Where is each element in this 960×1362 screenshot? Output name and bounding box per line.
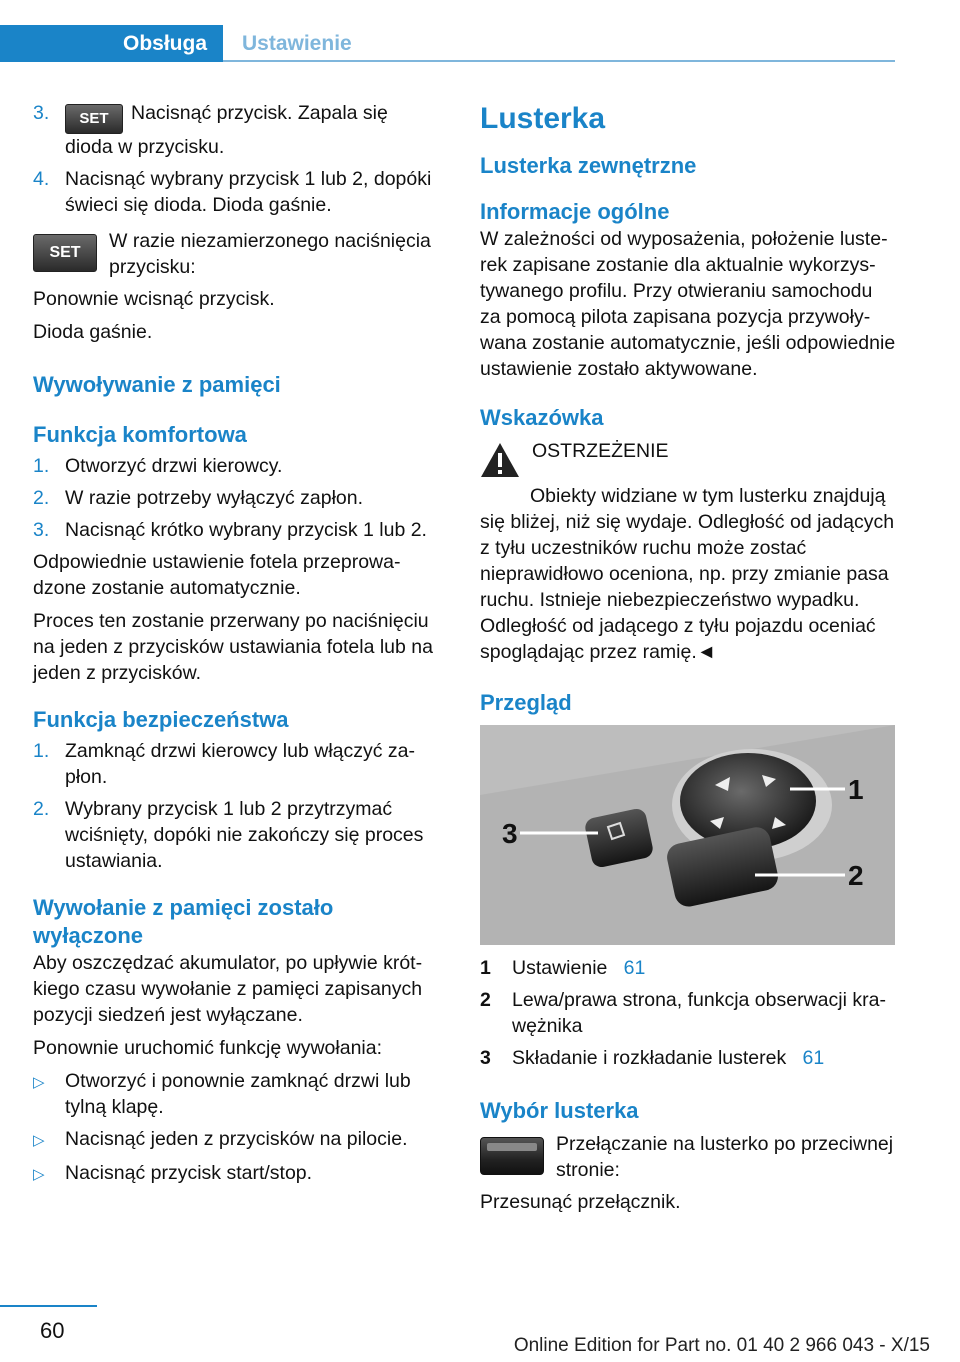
legend-number: 3 [480,1047,491,1069]
legend-text: Składanie i rozkładanie lusterek [512,1047,787,1069]
subsection-heading: Funkcja bezpieczeństwa [33,707,289,732]
item-number: 2. [33,798,50,820]
subsection-heading: Wskazówka [480,405,604,430]
bullet-item [33,1126,438,1154]
subsection-heading: Wywołanie z pamięci zostało wyłączone [33,895,334,948]
paragraph: Przesunąć przełącznik. [480,1191,681,1213]
legend-number: 2 [480,989,491,1011]
list-item [33,517,438,543]
tab-divider [223,60,895,62]
subsection-heading: Funkcja komfortowa [33,422,247,447]
item-number: 2. [33,487,50,509]
legend-text: Ustawienie [512,957,608,979]
legend-number: 1 [480,957,491,979]
select-text: Przełączanie na lusterko po przeciwnej stronie: [556,1133,894,1181]
legend-item [480,1045,896,1071]
paragraph: Ponownie wcisnąć przycisk. [33,288,275,310]
list-item [33,166,438,218]
warning-title: OSTRZEŻENIE [532,440,669,462]
footer-rule [0,1305,97,1307]
paragraph: Dioda gaśnie. [33,321,153,343]
list-item [33,453,438,479]
bullet-icon: ▷ [33,1166,45,1183]
item-text: W razie potrzeby wyłączyć zapłon. [65,487,364,509]
right-column [480,100,896,1222]
warning-text: Obiekty widziane w tym lusterku znajdują się bliżej, niż się wydaje. Odległość od jadących z tyłu uczestników ruchu może zostać nieprawidłowo oceniona, np. przy zmianie pasa ruchu. Istnieje niebezpieczeństwo wypadku. Odległość od jadącego z tyłu pojazdu oceniać spoglądając przez ramię.◄ [480,485,895,663]
note-text: W razie niezamierzonego naciśnięcia przycisku: [109,230,431,278]
item-text: Otworzyć drzwi kierowcy. [65,455,283,477]
item-text: Wybrany przycisk 1 lub 2 przytrzymać wciśnięty, dopóki nie zakończy się proces ustawiania. [65,798,424,872]
bullet-icon: ▷ [33,1074,45,1091]
list-item [33,738,438,790]
item-number: 3. [33,519,50,541]
item-text: Zamknąć drzwi kierowcy lub włączyć zapłon. [65,740,416,788]
chapter-heading: Lusterka [480,102,606,135]
select-row [480,1131,896,1183]
item-text: Nacisnąć przycisk. Zapala się dioda w przycisku. [65,102,388,158]
bullet-item [33,1068,438,1120]
note-row [33,228,438,280]
left-column [33,100,438,1194]
item-text: Nacisnąć wybrany przycisk 1 lub 2, dopóki świeci się dioda. Dioda gaśnie. [65,168,432,216]
mirror-switch-icon [480,1137,544,1175]
warning-icon [480,442,520,483]
set-button-icon: SET [65,104,123,134]
item-number: 4. [33,168,50,190]
list-item [33,796,438,874]
item-number: 1. [33,455,50,477]
set-button-icon: SET [33,234,97,272]
list-item [33,485,438,511]
mirror-control-photo [480,725,895,945]
list-item [33,100,438,160]
paragraph: Proces ten zostanie przerwany po naciśnięciu na jeden z przycisków ustawiania fotela lub na jeden z przycisków. [33,610,433,684]
warning-row [480,438,896,483]
paragraph: Odpowiednie ustawienie fotela przeprowadzone zostanie automatycznie. [33,551,401,599]
subsection-heading: Wybór lusterka [480,1098,639,1123]
paragraph: W zależności od wyposażenia, położenie lusterek zapisane zostanie dla aktualnie wykorzystywanego profilu. Przy otwieraniu samochodu za pomocą pilota zapisana pozycja przywoływana zostanie automatycznie, jeśli odpowiednie ustawienie zostało aktywowane. [480,228,896,380]
section-heading: Lusterka zewnętrzne [480,153,697,178]
legend-item [480,987,896,1039]
header-tabs [0,25,895,62]
bullet-icon: ▷ [33,1132,45,1149]
item-text: Nacisnąć przycisk start/stop. [65,1162,313,1184]
bullet-item [33,1160,438,1188]
tab-label: Obsługa [122,31,207,55]
page-number: 60 [40,1318,65,1343]
item-text: Otworzyć i ponownie zamknąć drzwi lub tylną klapę. [65,1070,411,1118]
item-text: Nacisnąć krótko wybrany przycisk 1 lub 2. [65,519,427,541]
section-heading: Wywoływanie z pamięci [33,372,281,397]
paragraph: Aby oszczędzać akumulator, po upływie krótkiego czasu wywołanie z pamięci zapisanych pozycji siedzeń jest wyłączane. [33,952,423,1026]
edition-text: Online Edition for Part no. 01 40 2 966 043 - X/15 [513,1335,930,1356]
item-text: Nacisnąć jeden z przycisków na pilocie. [65,1128,408,1150]
legend-item [480,955,896,981]
page-link[interactable]: 61 [802,1047,825,1069]
tab-obsluga[interactable] [0,25,223,62]
paragraph: Ponownie uruchomić funkcję wywołania: [33,1037,383,1059]
callout-3: 3 [502,818,518,849]
callout-2: 2 [848,860,864,891]
subsection-heading: Przegląd [480,690,572,715]
subsection-heading: Informacje ogólne [480,199,670,224]
legend-text: Lewa/prawa strona, funkcja obserwacji krawężnika [512,989,886,1037]
tab-ustawienie[interactable] [242,25,352,62]
page-link[interactable]: 61 [623,957,646,979]
callout-1: 1 [848,774,864,805]
tab-label: Ustawienie [242,31,352,55]
item-number: 1. [33,740,50,762]
item-number: 3. [33,102,50,124]
